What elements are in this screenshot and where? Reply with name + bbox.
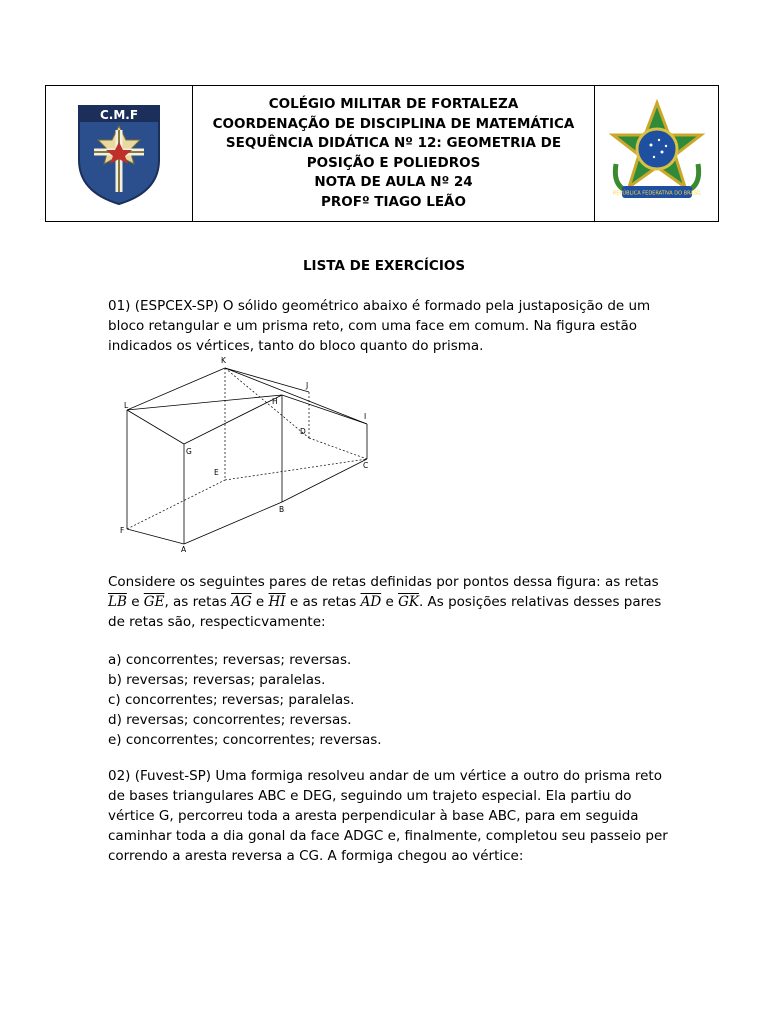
vertex-label-J: J — [306, 381, 309, 390]
header-line-coordination: COORDENAÇÃO DE DISCIPLINA DE MATEMÁTICA — [212, 115, 575, 132]
edge-H-I — [282, 395, 367, 424]
option-e: e) concorrentes; concorrentes; reversas. — [108, 732, 382, 748]
question-1-options — [108, 650, 668, 750]
option-c: c) concorrentes; reversas; paralelas. — [108, 692, 355, 708]
edge-A-B — [184, 502, 285, 544]
question-1 — [108, 296, 668, 356]
question-2-number: 02) — [108, 768, 131, 784]
connector-e-1: e — [131, 594, 140, 610]
cmf-shield-logo — [74, 100, 164, 208]
header-line-note: NOTA DE AULA Nº 24 — [314, 174, 473, 190]
vertex-label-C: C — [363, 461, 369, 470]
edge-K-J — [225, 368, 309, 392]
header-text-cell — [193, 86, 595, 221]
vertex-label-G: G — [186, 447, 192, 456]
option-a: a) concorrentes; reversas; reversas. — [108, 652, 352, 668]
coat-ribbon-text: REPÚBLICA FEDERATIVA DO BRASIL — [612, 190, 701, 196]
connector-e-2: e — [255, 594, 265, 610]
brazil-coat-cell — [595, 86, 718, 221]
question-1-statement — [108, 572, 668, 632]
statement-part-1: Considere os seguintes pares de retas definidas por pontos dessa figura: as retas — [108, 574, 659, 590]
header-line-school: COLÉGIO MILITAR DE FORTALEZA — [268, 96, 519, 112]
vertex-label-D: D — [300, 427, 306, 436]
edge-D-C — [309, 438, 367, 459]
list-title: LISTA DE EXERCÍCIOS — [302, 258, 466, 274]
question-1-number: 01) — [108, 298, 131, 314]
solid-figure — [115, 352, 375, 556]
header-table — [45, 85, 719, 222]
edge-L-G — [127, 410, 184, 444]
question-1-text: (ESPCEX-SP) O sólido geométrico abaixo é formado pela justaposição de um bloco retangular e um prisma reto, com uma face em comum. Na figura estão indicados os vértices, tanto do bloco quanto do prisma. — [108, 298, 651, 354]
line-AD: $\overline{AD}$ — [360, 594, 382, 610]
statement-part-2: . As posições relativas desses pares de retas são, respecticvamente: — [108, 594, 662, 630]
edge-F-A — [127, 529, 184, 544]
edge-G-H — [184, 395, 282, 444]
header-line-topic: POSIÇÃO E POLIEDROS — [306, 154, 481, 171]
header-line-sequence: SEQUÊNCIA DIDÁTICA Nº 12: GEOMETRIA DE — [225, 135, 562, 151]
line-GK: $\overline{GK}$ — [398, 594, 419, 610]
question-2-text: (Fuvest-SP) Uma formiga resolveu andar de um vértice a outro do prisma reto de bases triangulares ABC e DEG, seguindo um trajeto especial. Ela partiu do vértice G, percorreu toda a aresta perpendicular à base ABC, para em seguida caminhar toda a dia gonal da face ADGC e, finalmente, completou seu passeio per correndo a aresta reversa a CG. A formiga chegou ao vértice: — [108, 768, 668, 864]
connector-as-retas: , as retas — [164, 594, 232, 610]
edge-F-E — [127, 480, 225, 529]
edge-L-H — [127, 395, 282, 410]
connector-e-3: e — [385, 594, 394, 610]
cmf-logo-text: C.M.F — [99, 107, 139, 122]
line-AG: $\overline{AG}$ — [231, 594, 252, 610]
connector-e-as-retas: e as retas — [285, 594, 361, 610]
question-2 — [108, 766, 668, 866]
edge-L-K — [127, 368, 225, 410]
option-b: b) reversas; reversas; paralelas. — [108, 672, 326, 688]
vertex-label-A: A — [181, 545, 187, 552]
cmf-logo-cell — [46, 86, 193, 221]
vertex-label-H: H — [272, 397, 278, 406]
line-HI: $\overline{HI}$ — [268, 594, 286, 610]
vertex-label-I: I — [364, 412, 367, 421]
vertex-label-B: B — [279, 505, 285, 514]
line-GE: $\overline{GE}$ — [143, 594, 165, 610]
edge-K-I — [225, 368, 367, 424]
header-line-teacher: PROFº TIAGO LEÃO — [321, 193, 466, 210]
option-d: d) reversas; concorrentes; reversas. — [108, 712, 352, 728]
vertex-label-F: F — [120, 526, 125, 535]
vertex-label-E: E — [214, 468, 219, 477]
edge-K-D — [225, 368, 309, 438]
solid-figure-svg — [115, 352, 375, 552]
vertex-label-K: K — [221, 356, 226, 365]
brazil-coat-of-arms-logo — [602, 94, 712, 214]
vertex-label-L: L — [124, 401, 129, 410]
line-LB: $\overline{LB}$ — [108, 594, 127, 610]
